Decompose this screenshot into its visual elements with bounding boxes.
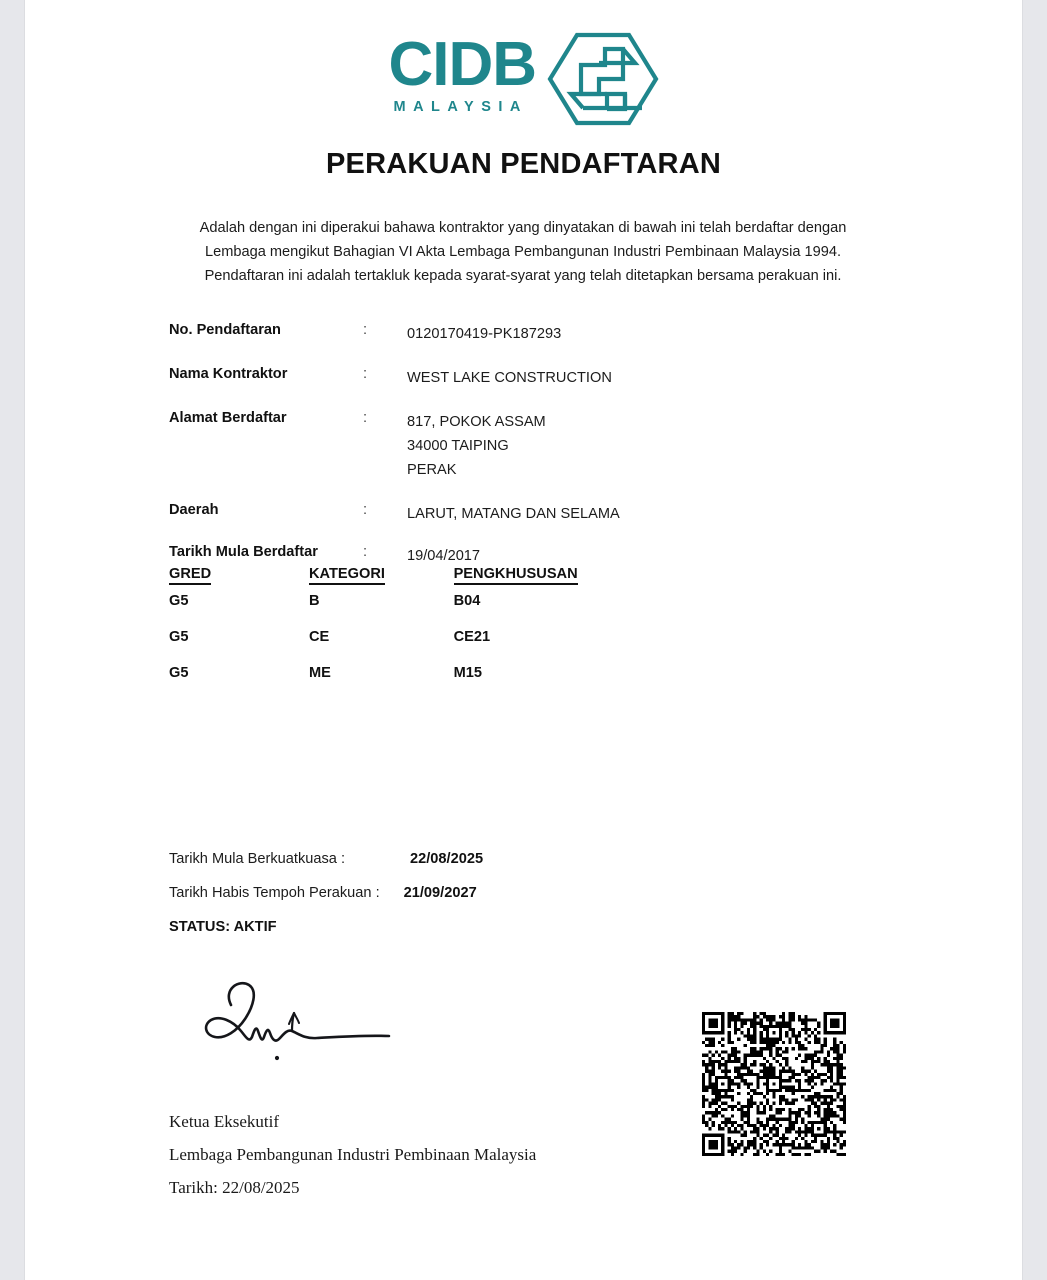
- district-label: Daerah: [169, 502, 219, 518]
- detail-row-district: [169, 502, 969, 526]
- expiry-date-label: Tarikh Habis Tempoh Perakuan :: [169, 885, 380, 901]
- footer-line-organisation: Lembaga Pembangunan Industri Pembinaan Malaysia: [169, 1145, 537, 1164]
- separator-colon: :: [363, 366, 368, 382]
- cell-pengkhususan: CE21: [453, 629, 491, 645]
- address-line-3: PERAK: [407, 462, 457, 478]
- column-header-gred: GRED: [169, 566, 309, 593]
- cell-kategori: B: [309, 593, 320, 609]
- page-title: PERAKUAN PENDAFTARAN: [326, 148, 721, 180]
- cell-pengkhususan: B04: [453, 593, 481, 609]
- address-line-1: 817, POKOK ASSAM: [407, 414, 546, 430]
- intro-line-2: Lembaga mengikut Bahagian VI Akta Lembaga Pembangunan Industri Pembinaan Malaysia 1994.: [204, 244, 842, 260]
- expiry-date-value: 21/09/2027: [403, 885, 477, 901]
- start-date-value: 19/04/2017: [407, 548, 481, 564]
- column-header-kategori: KATEGORI: [309, 566, 454, 593]
- table-row: [169, 593, 729, 629]
- footer-line-title: Ketua Eksekutif: [169, 1112, 279, 1131]
- registration-no-label: No. Pendaftaran: [169, 322, 281, 338]
- separator-colon: :: [363, 544, 368, 560]
- cell-kategori: CE: [309, 629, 330, 645]
- signature-footer: [169, 1105, 789, 1204]
- cidb-hexagon-mark-icon: [547, 32, 659, 131]
- chief-executive-signature: [193, 975, 423, 1070]
- detail-row-start-date: [169, 544, 969, 568]
- validity-row-effective: [169, 851, 769, 867]
- contractor-name-label: Nama Kontraktor: [169, 366, 288, 382]
- table-row: [169, 665, 729, 701]
- grade-category-table: [169, 566, 729, 701]
- cell-gred: G5: [169, 629, 189, 645]
- separator-colon: :: [363, 502, 368, 518]
- table-row: [169, 629, 729, 665]
- intro-line-3: Pendaftaran ini adalah tertakluk kepada syarat-syarat yang telah ditetapkan bersama perakuan ini.: [204, 268, 842, 284]
- cell-gred: G5: [169, 593, 189, 609]
- intro-paragraph: [143, 216, 903, 288]
- detail-row-address: [169, 410, 969, 482]
- contractor-name-value: WEST LAKE CONSTRUCTION: [407, 370, 612, 386]
- address-line-2: 34000 TAIPING: [407, 438, 509, 454]
- separator-colon: :: [363, 322, 368, 338]
- cell-gred: G5: [169, 665, 189, 681]
- separator-colon: :: [363, 410, 368, 426]
- cidb-logo: [25, 32, 1022, 128]
- validity-block: [169, 851, 769, 935]
- column-header-pengkhususan: PENGKHUSUSAN: [454, 566, 729, 593]
- cell-kategori: ME: [309, 665, 331, 681]
- detail-row-contractor-name: [169, 366, 969, 390]
- footer-line-date: Tarikh: 22/08/2025: [169, 1178, 300, 1197]
- certificate-document: [25, 0, 1022, 1280]
- district-value: LARUT, MATANG DAN SELAMA: [407, 506, 620, 522]
- table-header-row: [169, 566, 729, 593]
- registration-details: [169, 322, 969, 586]
- address-label: Alamat Berdaftar: [169, 410, 287, 426]
- effective-date-value: 22/08/2025: [410, 851, 484, 867]
- status-badge: STATUS: AKTIF: [169, 919, 277, 935]
- logo-subtext: MALAYSIA: [393, 99, 528, 115]
- validity-row-expiry: [169, 885, 769, 901]
- cell-pengkhususan: M15: [453, 665, 482, 681]
- start-date-label: Tarikh Mula Berdaftar: [169, 544, 318, 560]
- address-value: [407, 410, 546, 482]
- intro-line-1: Adalah dengan ini diperakui bahawa kontraktor yang dinyatakan di bawah ini telah berdaftar dengan: [199, 220, 847, 236]
- effective-date-label: Tarikh Mula Berkuatkuasa :: [169, 851, 346, 867]
- logo-wordmark: CIDB: [388, 30, 537, 99]
- detail-row-registration-no: [169, 322, 969, 346]
- registration-no-value: 0120170419-PK187293: [407, 326, 562, 342]
